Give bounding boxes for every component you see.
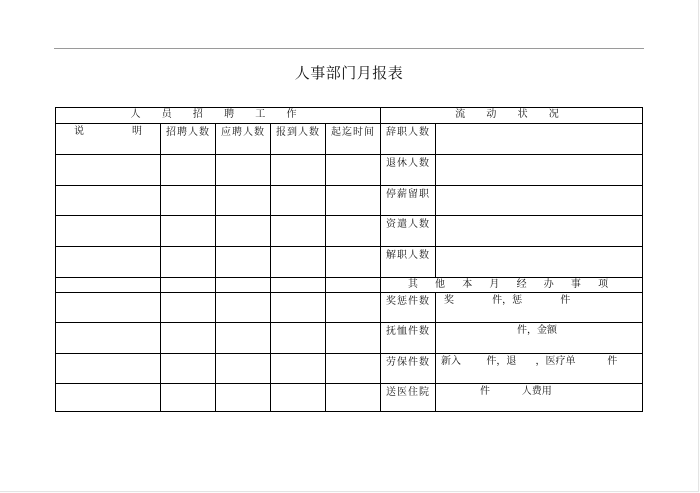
period-cell[interactable] (326, 186, 381, 216)
page-title: 人事部门月报表 (294, 64, 404, 82)
period-cell[interactable] (326, 293, 381, 323)
period-cell[interactable] (326, 323, 381, 354)
description-cell[interactable] (56, 293, 161, 323)
flow-label-cell: 解职人数 (381, 247, 436, 278)
section-header-row (56, 108, 643, 124)
other-item-detail-cell[interactable]: 新入 件，退 ，医疗单 件 (436, 354, 643, 384)
period-cell[interactable] (326, 384, 381, 412)
recruit-count-cell[interactable] (161, 186, 216, 216)
report-count-cell[interactable] (271, 186, 326, 216)
column-header-recruit-count: 招聘人数 (161, 124, 216, 155)
table-row (56, 323, 643, 354)
flow-label-cell: 资遣人数 (381, 216, 436, 247)
monthly-report-table (55, 107, 643, 412)
flow-value-cell[interactable] (436, 124, 643, 155)
apply-count-cell[interactable] (216, 293, 271, 323)
table-row (56, 354, 643, 384)
apply-count-cell[interactable] (216, 278, 271, 293)
report-count-cell[interactable] (271, 278, 326, 293)
column-header-apply-count: 应聘人数 (216, 124, 271, 155)
description-cell[interactable] (56, 323, 161, 354)
other-item-detail-cell[interactable]: 奖 件，惩 件 (436, 293, 643, 323)
description-cell[interactable] (56, 247, 161, 278)
table-row (56, 124, 643, 155)
other-item-label-cell: 抚恤件数 (381, 323, 436, 354)
flow-label-cell: 退休人数 (381, 155, 436, 186)
report-count-cell[interactable] (271, 293, 326, 323)
recruit-count-cell[interactable] (161, 384, 216, 412)
other-item-label-cell: 送医住院 (381, 384, 436, 412)
table-row (56, 186, 643, 216)
recruit-count-cell[interactable] (161, 354, 216, 384)
table-row (56, 293, 643, 323)
table-row (56, 384, 643, 412)
period-cell[interactable] (326, 155, 381, 186)
table-row (56, 247, 643, 278)
header-rule (54, 48, 644, 49)
table-row (56, 216, 643, 247)
flow-label-cell: 停薪留职 (381, 186, 436, 216)
flow-value-cell[interactable] (436, 186, 643, 216)
flow-value-cell[interactable] (436, 247, 643, 278)
apply-count-cell[interactable] (216, 384, 271, 412)
apply-count-cell[interactable] (216, 323, 271, 354)
apply-count-cell[interactable] (216, 247, 271, 278)
recruit-count-cell[interactable] (161, 216, 216, 247)
apply-count-cell[interactable] (216, 186, 271, 216)
description-cell[interactable] (56, 186, 161, 216)
apply-count-cell[interactable] (216, 155, 271, 186)
report-count-cell[interactable] (271, 155, 326, 186)
description-cell[interactable] (56, 216, 161, 247)
report-count-cell[interactable] (271, 384, 326, 412)
recruit-count-cell[interactable] (161, 155, 216, 186)
other-matters-header: 其 他 本 月 经 办 事 项 (381, 278, 643, 293)
period-cell[interactable] (326, 354, 381, 384)
flow-value-cell[interactable] (436, 155, 643, 186)
report-count-cell[interactable] (271, 247, 326, 278)
apply-count-cell[interactable] (216, 216, 271, 247)
apply-count-cell[interactable] (216, 354, 271, 384)
recruit-count-cell[interactable] (161, 278, 216, 293)
report-count-cell[interactable] (271, 216, 326, 247)
other-item-detail-cell[interactable]: 件 人费用 (436, 384, 643, 412)
recruit-count-cell[interactable] (161, 293, 216, 323)
table-row (56, 155, 643, 186)
period-cell[interactable] (326, 278, 381, 293)
description-cell[interactable] (56, 278, 161, 293)
description-cell[interactable] (56, 384, 161, 412)
flow-section-header: 流 动 状 况 (381, 108, 643, 124)
other-item-label-cell: 劳保件数 (381, 354, 436, 384)
column-header-description: 说 明 (56, 124, 161, 155)
description-cell[interactable] (56, 354, 161, 384)
report-count-cell[interactable] (271, 354, 326, 384)
recruit-count-cell[interactable] (161, 323, 216, 354)
table-row (56, 278, 643, 293)
other-item-label-cell: 奖惩件数 (381, 293, 436, 323)
period-cell[interactable] (326, 216, 381, 247)
recruit-count-cell[interactable] (161, 247, 216, 278)
period-cell[interactable] (326, 247, 381, 278)
column-header-period: 起迄时间 (326, 124, 381, 155)
recruitment-section-header: 人 员 招 聘 工 作 (56, 108, 381, 124)
description-cell[interactable] (56, 155, 161, 186)
column-header-report-count: 报到人数 (271, 124, 326, 155)
other-item-detail-cell[interactable]: 件，金额 (436, 323, 643, 354)
report-count-cell[interactable] (271, 323, 326, 354)
flow-label-cell: 辞职人数 (381, 124, 436, 155)
flow-value-cell[interactable] (436, 216, 643, 247)
